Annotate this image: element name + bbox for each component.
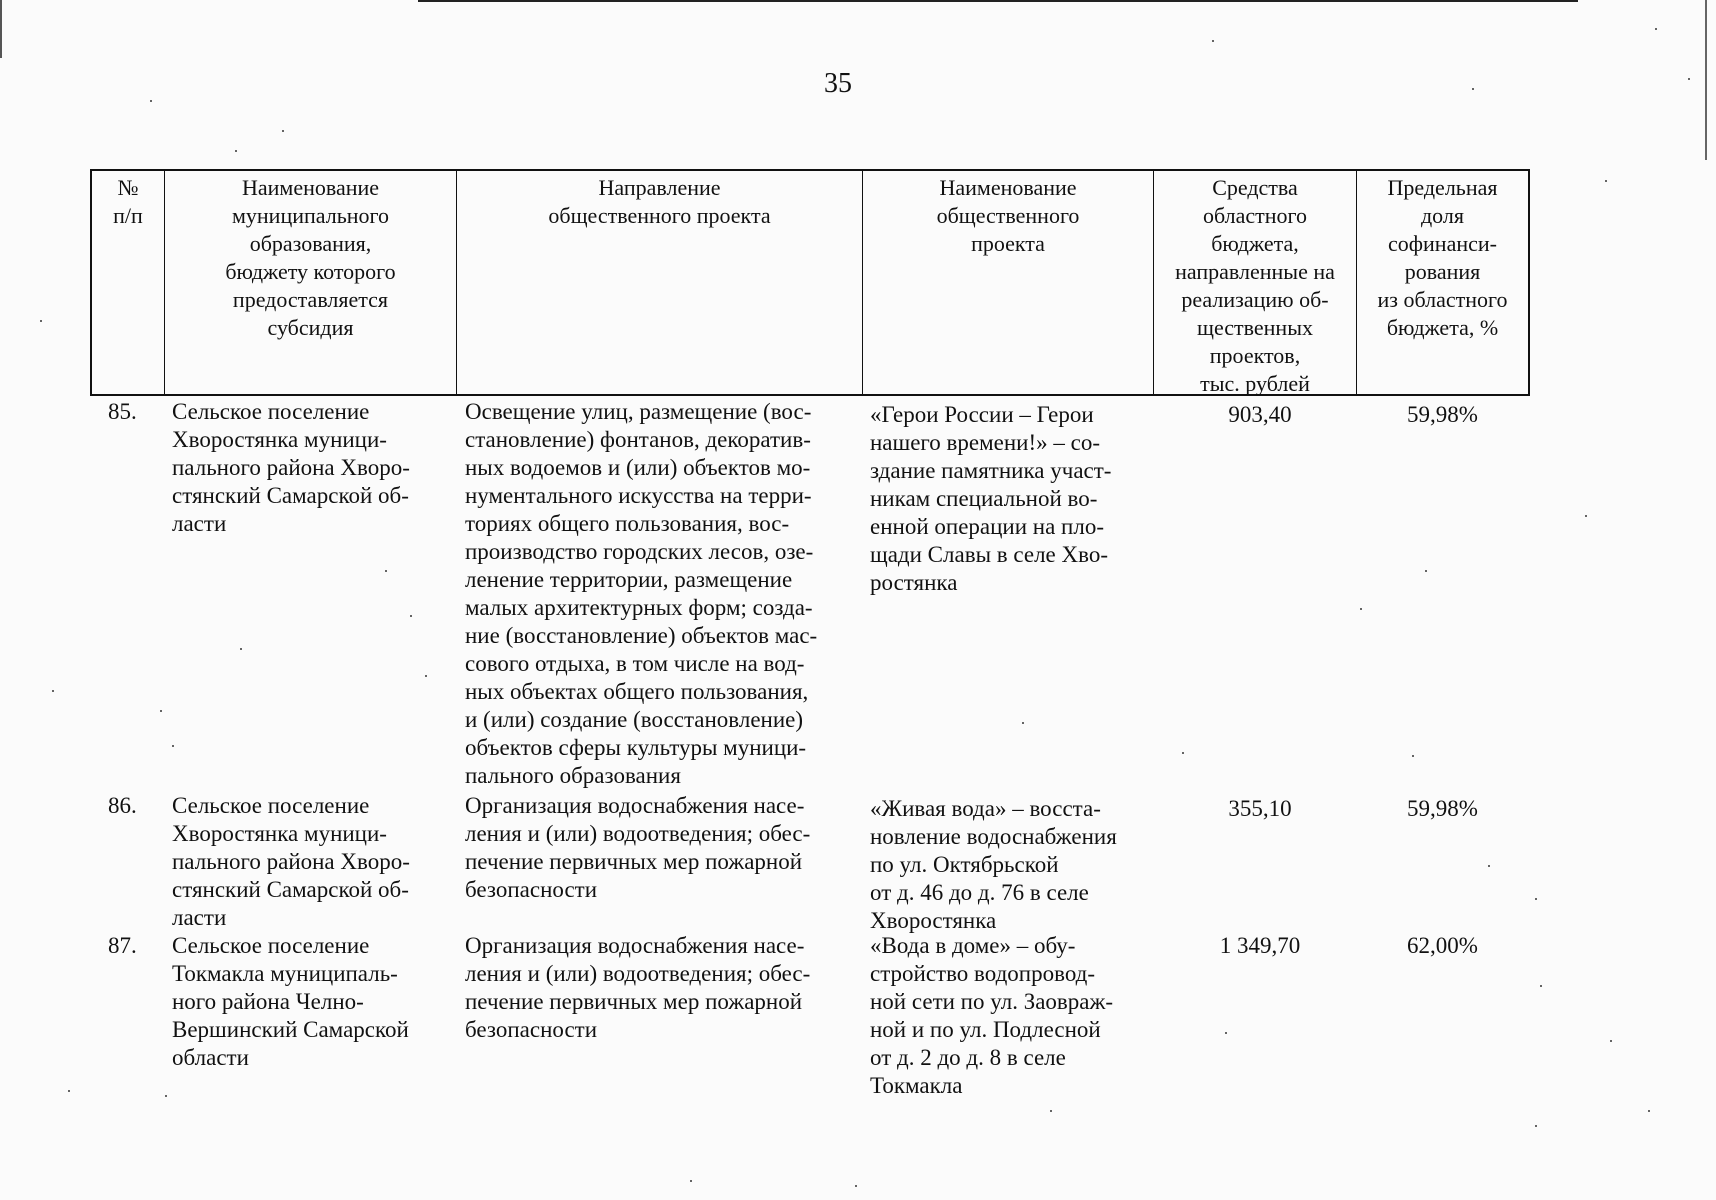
cofinancing-share: 62,00% [1407,933,1478,958]
project-direction: Организация водоснабжения насе- ления и (или) водоотведения; обес- печение первичных мер пожарной безопасности [465,933,811,1042]
cofinancing-share: 59,98% [1407,402,1478,427]
municipality-name: Сельское поселение Хворостянка муници- пального района Хворо- стянский Самарской об- ласти [172,399,410,536]
table-header [90,169,1530,396]
funds-amount: 355,10 [1228,796,1292,821]
left-border-line [0,0,2,58]
row-number: 85. [108,399,137,424]
header-funds: Средства областного бюджета, направленные на реализацию об- щественных проектов, тыс. рублей [1153,171,1356,394]
municipality-name: Сельское поселение Хворостянка муници- пального района Хворо- стянский Самарской об- ласти [172,793,410,930]
header-municipality: Наименование муниципального образования, бюджету которого предоставляется субсидия [164,171,456,394]
municipality-name: Сельское поселение Токмакла муниципаль- ного района Челно- Вершинский Самарской области [172,933,409,1070]
header-project-name: Наименование общественного проекта [862,171,1153,394]
top-border-line [418,0,1578,2]
project-name: «Живая вода» – восста- новление водоснабжения по ул. Октябрьской от д. 46 до д. 76 в селе Хворостянка [870,796,1117,933]
project-direction: Освещение улиц, размещение (вос- становление) фонтанов, декоратив- ных водоемов и (или) объектов мо- нументального искусства на терри- ториях общего пользования, вос- производство городских лесов, озе- ленение территории, размещение малых архитектурных форм; созда- ние (восстановление) объектов мас- сового отдыха, в том числе на вод- ных объектах общего пользования, и (или) создание (восстановление) объектов сферы культуры муници- пального образования [465,399,818,788]
page-number: 35 [824,68,852,99]
row-number: 87. [108,933,137,958]
header-direction: Направление общественного проекта [456,171,862,394]
row-number: 86. [108,793,137,818]
project-direction: Организация водоснабжения насе- ления и (или) водоотведения; обес- печение первичных мер пожарной безопасности [465,793,811,902]
funds-amount: 1 349,70 [1219,933,1301,958]
cofinancing-share: 59,98% [1407,796,1478,821]
funds-amount: 903,40 [1228,402,1292,427]
project-name: «Вода в доме» – обу- стройство водопровод- ной сети по ул. Заовраж- ной и по ул. Подлесной от д. 2 до д. 8 в селе Токмакла [870,933,1114,1098]
header-cofinancing-share: Предельная доля софинанси- рования из областного бюджета, % [1356,171,1528,394]
project-name: «Герои России – Герои нашего времени!» – со- здание памятника участ- никам специальной во- енной операции на пло- щади Славы в селе Хво- ростянка [870,402,1112,595]
header-number: № п/п [113,175,143,228]
right-border-line [1705,0,1707,160]
